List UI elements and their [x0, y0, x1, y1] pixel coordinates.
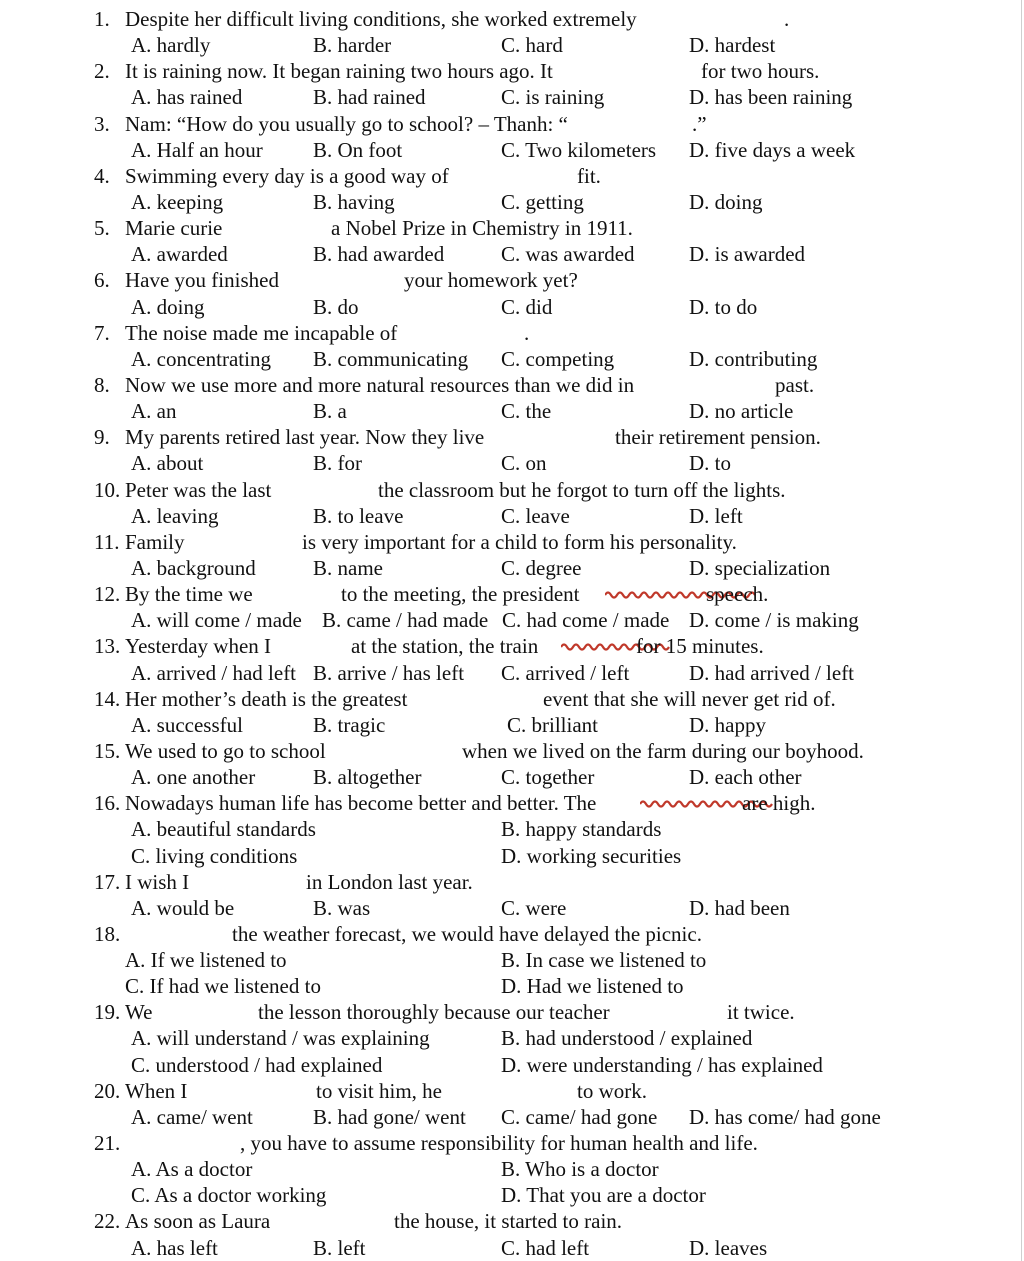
- options-row: [0, 137, 1024, 163]
- question-number: 16.: [94, 791, 121, 816]
- options-row: [0, 398, 1024, 424]
- option-d[interactable]: D. no article: [689, 399, 794, 424]
- question-text: to visit him, he: [316, 1078, 442, 1103]
- question-20: [0, 1078, 1024, 1104]
- question-text: The noise made me incapable of: [125, 320, 398, 345]
- question-number: 11.: [94, 529, 120, 554]
- option-a[interactable]: A. background: [131, 555, 256, 580]
- option-d[interactable]: D. had been: [689, 895, 790, 920]
- option-d[interactable]: D. That you are a doctor: [501, 1183, 706, 1208]
- options-row: [0, 503, 1024, 529]
- option-c[interactable]: C. is raining: [501, 85, 605, 110]
- option-d[interactable]: D. has been raining: [689, 85, 853, 110]
- option-b[interactable]: B. came / had made: [322, 608, 489, 633]
- option-c[interactable]: C. getting: [501, 189, 584, 214]
- question-text: .”: [692, 111, 707, 136]
- question-number: 6.: [94, 268, 110, 293]
- option-b[interactable]: B. a: [313, 399, 347, 424]
- option-c[interactable]: C. together: [501, 765, 595, 790]
- option-b[interactable]: B. do: [313, 294, 359, 319]
- option-a[interactable]: A. As a doctor: [131, 1157, 253, 1182]
- question-18: [0, 921, 1024, 947]
- question-text: at the station, the train: [351, 634, 539, 659]
- question-number: 19.: [94, 1000, 121, 1025]
- options-row: [0, 32, 1024, 58]
- question-text: By the time we: [125, 582, 253, 607]
- option-c[interactable]: C. If had we listened to: [125, 974, 321, 999]
- question-text: As soon as Laura: [125, 1209, 271, 1234]
- option-d[interactable]: D. hardest: [689, 33, 776, 58]
- question-number: 15.: [94, 738, 121, 763]
- question-text: Marie curie: [125, 216, 223, 241]
- option-a[interactable]: A. will come / made: [131, 608, 302, 633]
- option-c[interactable]: C. came/ had gone: [501, 1104, 658, 1129]
- question-text: are high.: [742, 791, 816, 816]
- question-9: [0, 424, 1024, 450]
- option-c[interactable]: C. arrived / left: [501, 660, 630, 685]
- option-d[interactable]: D. doing: [689, 189, 763, 214]
- option-c[interactable]: C. brilliant: [507, 712, 598, 737]
- option-a[interactable]: A. has rained: [131, 85, 243, 110]
- option-d[interactable]: D. left: [689, 503, 743, 528]
- options-row: [0, 450, 1024, 476]
- question-3: [0, 111, 1024, 137]
- question-text: it twice.: [727, 1000, 795, 1025]
- question-number: 9.: [94, 425, 110, 450]
- question-19: [0, 999, 1024, 1025]
- option-d[interactable]: D. specialization: [689, 555, 831, 580]
- question-12: [0, 581, 1024, 607]
- options-row: [0, 843, 1024, 869]
- question-14: [0, 686, 1024, 712]
- option-c[interactable]: C. was awarded: [501, 242, 635, 267]
- option-b[interactable]: B. On foot: [313, 137, 403, 162]
- option-c[interactable]: C. understood / had explained: [131, 1052, 383, 1077]
- question-number: 17.: [94, 869, 121, 894]
- question-6: [0, 267, 1024, 293]
- question-15: [0, 738, 1024, 764]
- question-2: [0, 58, 1024, 84]
- question-number: 7.: [94, 320, 110, 345]
- options-row: [0, 764, 1024, 790]
- option-b[interactable]: B. harder: [313, 33, 392, 58]
- option-a[interactable]: A. doing: [131, 294, 205, 319]
- question-number: 18.: [94, 921, 121, 946]
- question-number: 2.: [94, 59, 110, 84]
- question-text: past.: [775, 372, 815, 397]
- option-c[interactable]: C. living conditions: [131, 843, 298, 868]
- options-row: [0, 555, 1024, 581]
- option-a[interactable]: A. came/ went: [131, 1104, 253, 1129]
- question-number: 22.: [94, 1209, 121, 1234]
- options-row: [0, 84, 1024, 110]
- option-a[interactable]: A. arrived / had left: [131, 660, 297, 685]
- question-text: to work.: [577, 1078, 647, 1103]
- options-row: [0, 1182, 1024, 1208]
- option-d[interactable]: D. had arrived / left: [689, 660, 855, 685]
- question-number: 13.: [94, 634, 121, 659]
- question-text: Peter was the last: [125, 477, 272, 502]
- question-number: 10.: [94, 477, 121, 502]
- question-21: [0, 1130, 1024, 1156]
- option-b[interactable]: B. had understood / explained: [501, 1026, 753, 1051]
- question-number: 14.: [94, 686, 121, 711]
- question-8: [0, 372, 1024, 398]
- question-13: [0, 633, 1024, 659]
- option-b[interactable]: B. In case we listened to: [501, 948, 707, 973]
- question-text: Swimming every day is a good way of: [125, 163, 449, 188]
- option-c[interactable]: C. As a doctor working: [131, 1183, 327, 1208]
- option-b[interactable]: B. tragic: [313, 712, 386, 737]
- options-row: [0, 241, 1024, 267]
- option-a[interactable]: A. concentrating: [131, 346, 271, 371]
- question-text: Family: [125, 529, 185, 554]
- question-text: when we lived on the farm during our boyhood.: [462, 738, 864, 763]
- question-text: It is raining now. It began raining two hours ago. It: [125, 59, 553, 84]
- question-text: speech.: [706, 582, 769, 607]
- question-16: [0, 790, 1024, 816]
- option-b[interactable]: B. had gone/ went: [313, 1104, 466, 1129]
- question-1: [0, 6, 1024, 32]
- question-text: for two hours.: [701, 59, 820, 84]
- question-text: event that she will never get rid of.: [543, 686, 836, 711]
- question-text: Despite her difficult living conditions, she worked extremely: [125, 7, 637, 31]
- option-b[interactable]: B. left: [313, 1235, 366, 1260]
- option-d[interactable]: D. happy: [689, 712, 766, 737]
- question-text: Nowadays human life has become better and better. The: [125, 791, 597, 816]
- question-text: to the meeting, the president: [341, 582, 580, 607]
- option-a[interactable]: A. about: [131, 451, 204, 476]
- question-number: 8.: [94, 372, 110, 397]
- option-c[interactable]: C. were: [501, 895, 567, 920]
- options-row: [0, 607, 1024, 633]
- question-7: [0, 320, 1024, 346]
- question-text: My parents retired last year. Now they live: [125, 425, 485, 450]
- option-b[interactable]: B. to leave: [313, 503, 404, 528]
- options-row: [0, 712, 1024, 738]
- option-d[interactable]: D. Had we listened to: [501, 974, 684, 999]
- question-number: 1.: [94, 7, 110, 31]
- question-number: 4.: [94, 163, 110, 188]
- option-a[interactable]: A. Half an hour: [131, 137, 263, 162]
- options-row: [0, 816, 1024, 842]
- option-b[interactable]: B. happy standards: [501, 817, 662, 842]
- question-22: [0, 1208, 1024, 1234]
- option-b[interactable]: B. had awarded: [313, 242, 445, 267]
- option-c[interactable]: C. Two kilometers: [501, 137, 657, 162]
- option-d[interactable]: D. to do: [689, 294, 758, 319]
- option-c[interactable]: C. competing: [501, 346, 615, 371]
- option-a[interactable]: A. will understand / was explaining: [131, 1026, 430, 1051]
- options-row: [0, 189, 1024, 215]
- question-text: Nam: “How do you usually go to school? – Thanh: “: [125, 111, 568, 136]
- option-d[interactable]: D. to: [689, 451, 731, 476]
- options-row: [0, 947, 1024, 973]
- option-d[interactable]: D. come / is making: [689, 608, 859, 633]
- option-b[interactable]: B. arrive / has left: [313, 660, 465, 685]
- question-10: [0, 477, 1024, 503]
- options-row: [0, 1235, 1024, 1261]
- question-number: 3.: [94, 111, 110, 136]
- option-b[interactable]: B. name: [313, 555, 383, 580]
- question-number: 5.: [94, 216, 110, 241]
- option-b[interactable]: B. was: [313, 895, 371, 920]
- question-text: the weather forecast, we would have delayed the picnic.: [232, 921, 702, 946]
- option-b[interactable]: B. altogether: [313, 765, 422, 790]
- question-text: Have you finished: [125, 268, 279, 293]
- option-c[interactable]: C. did: [501, 294, 553, 319]
- question-text: for 15 minutes.: [636, 634, 764, 659]
- question-text: the lesson thoroughly because our teacher: [258, 1000, 610, 1025]
- option-a[interactable]: A. successful: [131, 712, 243, 737]
- options-row: [0, 294, 1024, 320]
- question-text: their retirement pension.: [615, 425, 821, 450]
- question-text: the house, it started to rain.: [394, 1209, 623, 1234]
- page-edge-divider: [1021, 0, 1022, 1261]
- option-b[interactable]: B. for: [313, 451, 362, 476]
- option-c[interactable]: C. degree: [501, 555, 582, 580]
- option-a[interactable]: A. one another: [131, 765, 256, 790]
- option-d[interactable]: D. leaves: [689, 1235, 768, 1260]
- option-c[interactable]: C. on: [501, 451, 547, 476]
- option-d[interactable]: D. were understanding / has explained: [501, 1052, 823, 1077]
- question-text: We used to go to school: [125, 738, 326, 763]
- option-d[interactable]: D. contributing: [689, 346, 818, 371]
- option-d[interactable]: D. has come/ had gone: [689, 1104, 881, 1129]
- options-row: [0, 895, 1024, 921]
- question-text: the classroom but he forgot to turn off the lights.: [378, 477, 786, 502]
- option-b[interactable]: B. Who is a doctor: [501, 1157, 659, 1182]
- option-c[interactable]: C. hard: [501, 33, 563, 58]
- option-d[interactable]: D. working securities: [501, 843, 682, 868]
- option-a[interactable]: A. hardly: [131, 33, 211, 58]
- options-row: [0, 1025, 1024, 1051]
- option-a[interactable]: A. leaving: [131, 503, 219, 528]
- option-a[interactable]: A. awarded: [131, 242, 228, 267]
- question-text: your homework yet?: [404, 268, 578, 293]
- options-row: [0, 346, 1024, 372]
- options-row: [0, 660, 1024, 686]
- question-11: [0, 529, 1024, 555]
- exercise-sheet: [0, 6, 1024, 1261]
- options-row: [0, 1156, 1024, 1182]
- question-number: 20.: [94, 1078, 121, 1103]
- option-b[interactable]: B. communicating: [313, 346, 469, 371]
- question-text: Her mother’s death is the greatest: [125, 686, 408, 711]
- option-a[interactable]: A. keeping: [131, 189, 224, 214]
- option-b[interactable]: B. had rained: [313, 85, 426, 110]
- question-text: is very important for a child to form his personality.: [302, 529, 737, 554]
- options-row: [0, 1052, 1024, 1078]
- option-c[interactable]: C. the: [501, 399, 552, 424]
- option-c[interactable]: C. had left: [501, 1235, 590, 1260]
- question-text: , you have to assume responsibility for human health and life.: [240, 1131, 758, 1156]
- question-text: fit.: [577, 163, 601, 188]
- option-a[interactable]: A. beautiful standards: [131, 817, 316, 842]
- option-b[interactable]: B. having: [313, 189, 395, 214]
- option-c[interactable]: C. had come / made: [502, 608, 670, 633]
- option-d[interactable]: D. five days a week: [689, 137, 856, 162]
- question-text: .: [524, 320, 530, 345]
- options-row: [0, 1104, 1024, 1130]
- question-4: [0, 163, 1024, 189]
- options-row: [0, 973, 1024, 999]
- question-number: 21.: [94, 1131, 121, 1156]
- option-a[interactable]: A. an: [131, 399, 177, 424]
- option-a[interactable]: A. If we listened to: [125, 948, 287, 973]
- option-a[interactable]: A. would be: [131, 895, 235, 920]
- question-5: [0, 215, 1024, 241]
- question-text: in London last year.: [306, 869, 473, 894]
- option-d[interactable]: D. is awarded: [689, 242, 806, 267]
- question-text: Now we use more and more natural resources than we did in: [125, 372, 635, 397]
- question-text: We: [125, 1000, 153, 1025]
- option-d[interactable]: D. each other: [689, 765, 802, 790]
- question-text: When I: [125, 1078, 188, 1103]
- question-text: a Nobel Prize in Chemistry in 1911.: [331, 216, 633, 241]
- option-c[interactable]: C. leave: [501, 503, 570, 528]
- question-text: .: [784, 7, 790, 31]
- question-text: I wish I: [125, 869, 190, 894]
- option-a[interactable]: A. has left: [131, 1235, 218, 1260]
- question-text: Yesterday when I: [125, 634, 272, 659]
- question-17: [0, 869, 1024, 895]
- question-number: 12.: [94, 582, 121, 607]
